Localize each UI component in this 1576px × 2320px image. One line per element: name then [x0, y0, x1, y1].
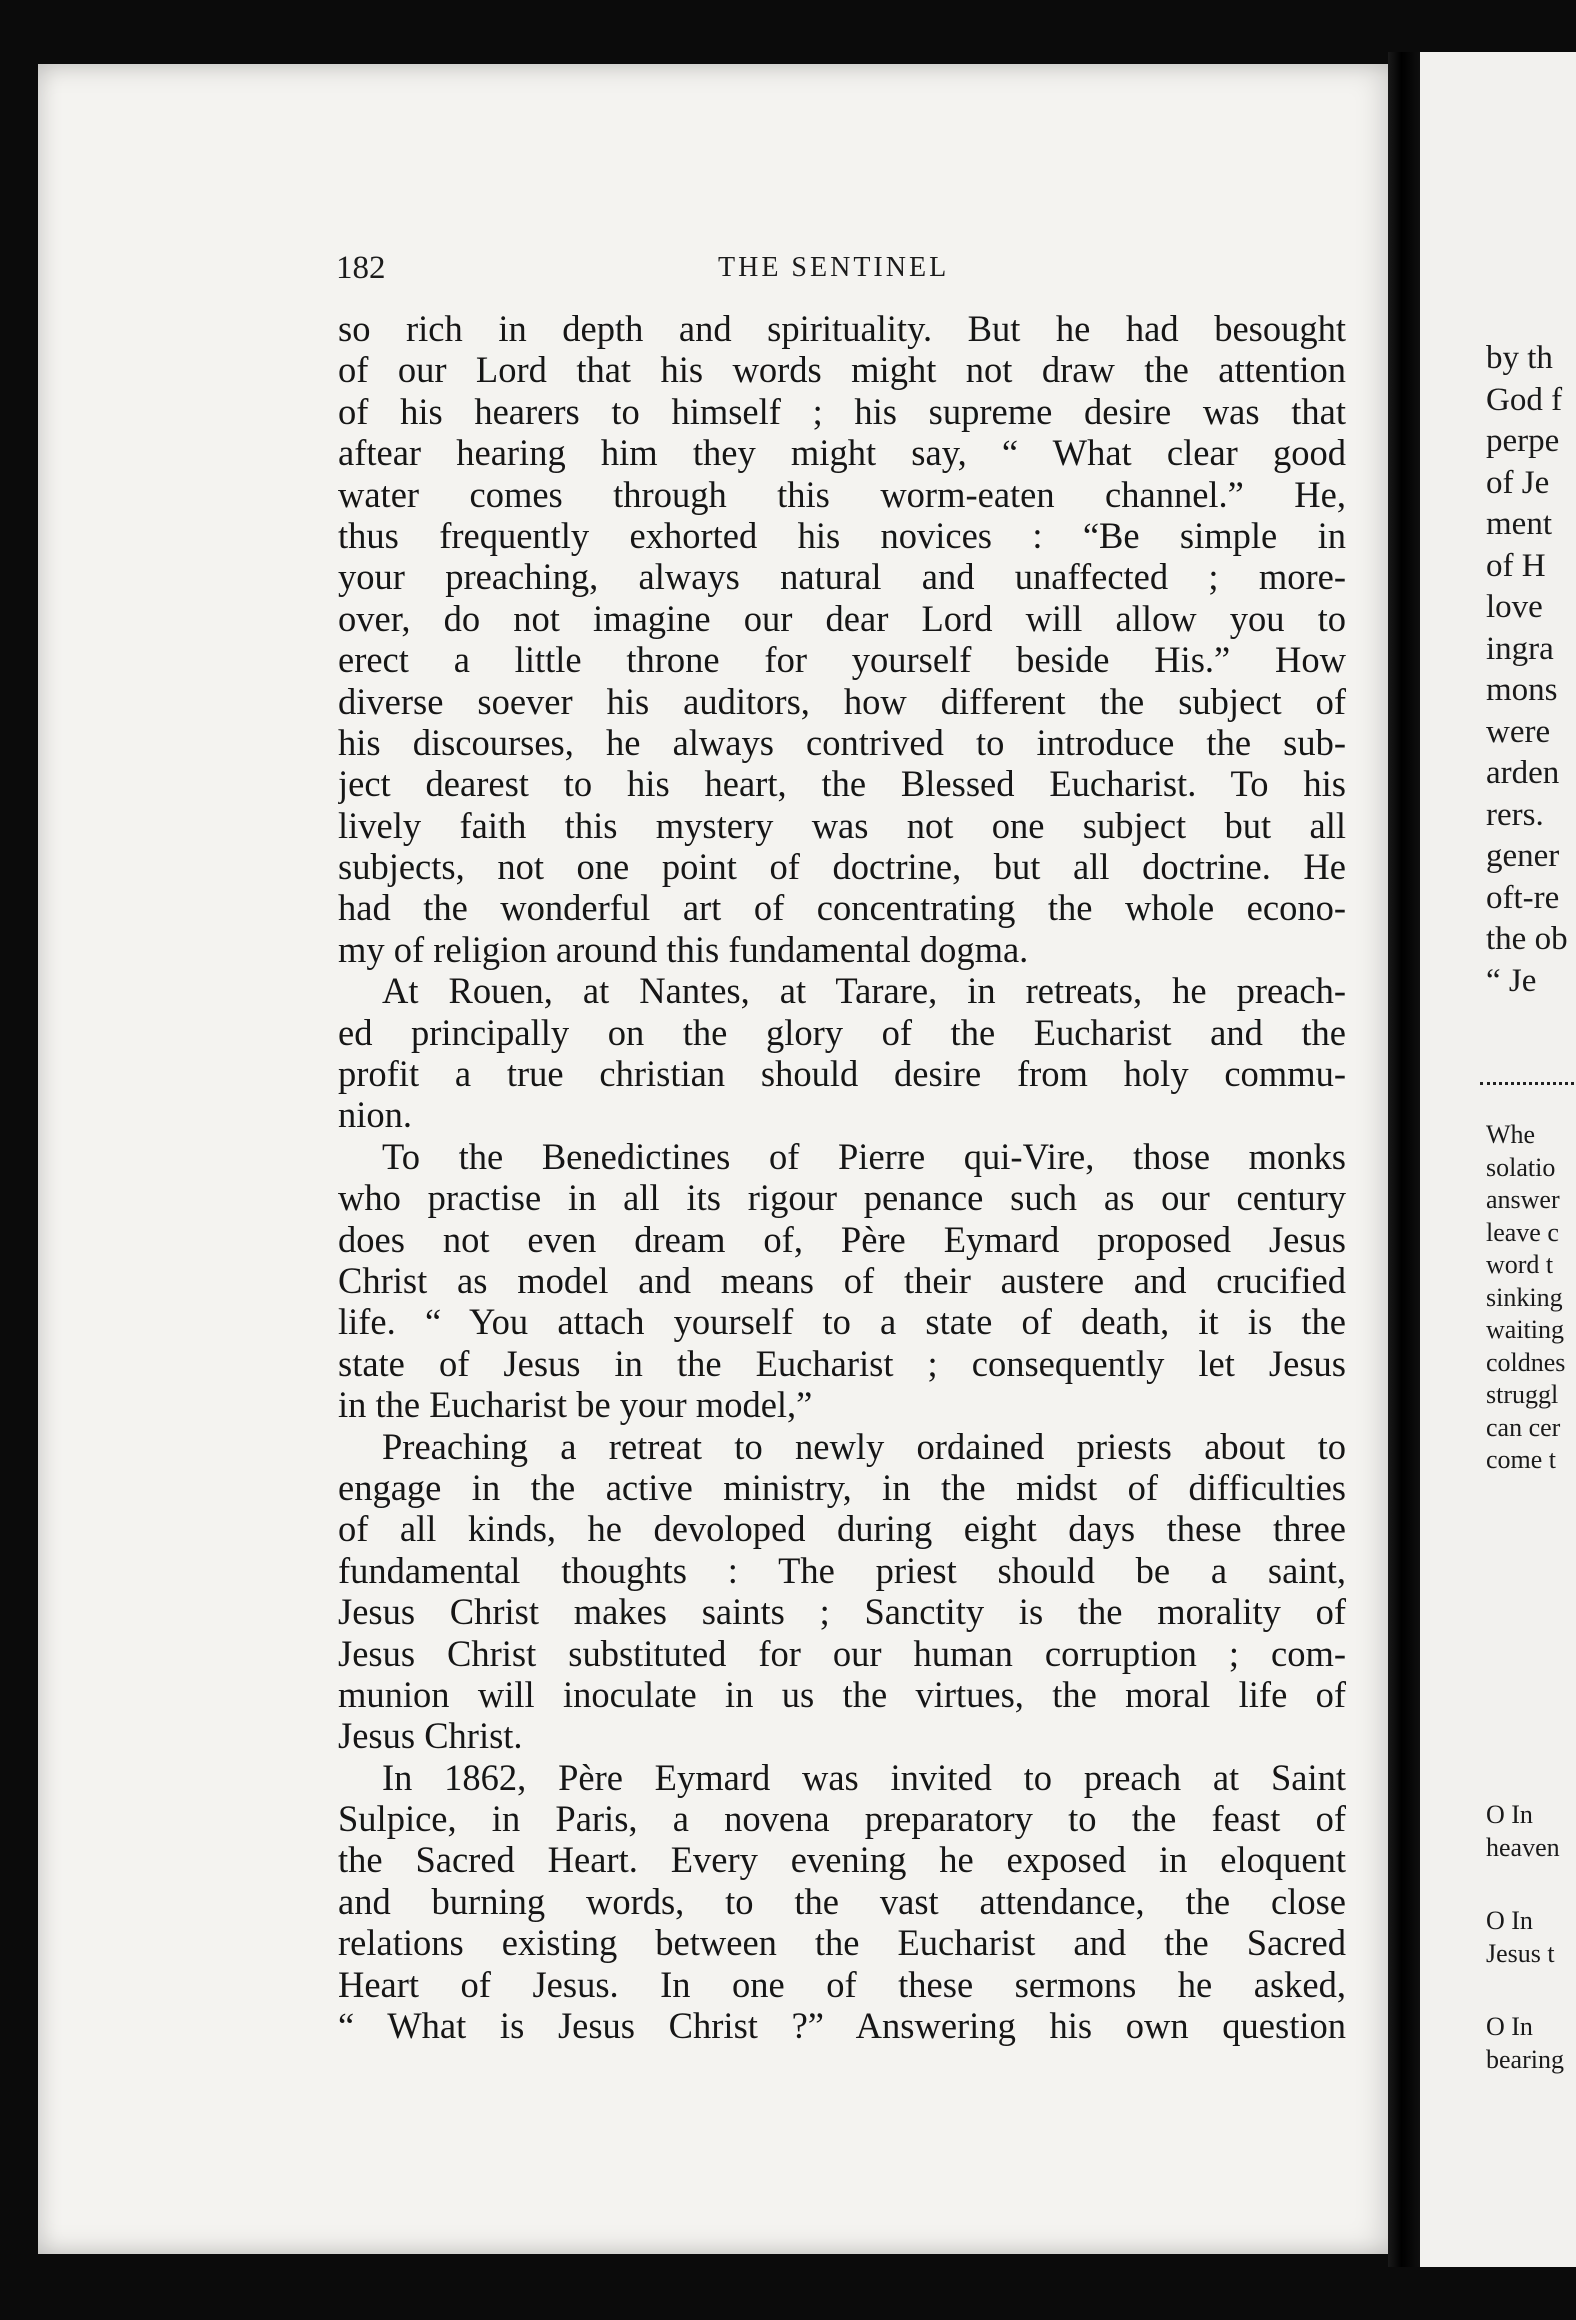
right-page-fragment: struggl [1486, 1380, 1559, 1409]
text-line: “ What is Jesus Christ ?” Answering his own question [338, 2005, 1346, 2047]
text-line: Jesus Christ substituted for our human corruption ; com- [338, 1632, 1346, 1674]
right-page-fragment: O In [1486, 2012, 1533, 2041]
text-line: In 1862, Père Eymard was invited to preach at Saint [382, 1756, 1346, 1798]
right-page-fragment: O In [1486, 1800, 1533, 1829]
right-page-fragment: were [1486, 713, 1551, 750]
right-page-fragment: of H [1486, 547, 1546, 584]
text-line: and burning words, to the vast attendance, the close [338, 1880, 1346, 1922]
text-line: lively faith this mystery was not one subject but all [338, 804, 1346, 846]
text-line: his discourses, he always contrived to introduce the sub- [338, 721, 1346, 763]
book-gutter [1388, 52, 1422, 2267]
right-page-fragment: love [1486, 589, 1543, 625]
right-page-fragment: O In [1486, 1906, 1533, 1935]
ornamental-rule [1480, 1082, 1576, 1097]
text-line: your preaching, always natural and unaffected ; more- [338, 556, 1346, 598]
right-page-fragment: perpe [1486, 423, 1560, 459]
text-line: nion. [338, 1094, 413, 1136]
text-line: Sulpice, in Paris, a novena preparatory to the feast of [338, 1798, 1346, 1840]
text-line: profit a true christian should desire from holy commu- [338, 1053, 1346, 1095]
text-line: Heart of Jesus. In one of these sermons he asked, [338, 1963, 1346, 2005]
page-number: 182 [336, 250, 386, 286]
right-page-fragment: sinking [1486, 1282, 1563, 1312]
text-line: who practise in all its rigour penance such as our century [338, 1177, 1346, 1219]
text-line: munion will inoculate in us the virtues, the moral life of [338, 1673, 1346, 1715]
right-page-fragment: bearing [1486, 2045, 1564, 2074]
body-text [338, 308, 1346, 2046]
running-head: THE SENTINEL [718, 252, 950, 283]
text-line: engage in the active ministry, in the midst of difficulties [338, 1466, 1346, 1508]
text-line: had the wonderful art of concentrating the whole econo- [338, 887, 1346, 929]
text-line: over, do not imagine our dear Lord will allow you to [338, 597, 1346, 639]
text-line: of all kinds, he devoloped during eight days these three [338, 1508, 1346, 1550]
text-line: Preaching a retreat to newly ordained priests about to [382, 1425, 1346, 1467]
right-page-fragment: come t [1486, 1445, 1557, 1474]
text-line: fundamental thoughts : The priest should be a saint, [338, 1549, 1346, 1591]
right-page-fragment: gener [1486, 838, 1560, 874]
right-page-fragment: mons [1486, 672, 1558, 708]
right-page-fragment: the ob [1486, 921, 1568, 957]
right-page-fragment: Jesus t [1486, 1939, 1555, 1968]
right-page-fragment: God f [1486, 381, 1563, 418]
text-line: does not even dream of, Père Eymard proposed Jesus [338, 1218, 1346, 1260]
right-page-fragment: of Je [1486, 464, 1550, 501]
text-line: of his hearers to himself ; his supreme desire was that [338, 390, 1346, 432]
text-line: subjects, not one point of doctrine, but all doctrine. He [338, 846, 1346, 888]
text-line: so rich in depth and spirituality. But he had besought [338, 308, 1346, 349]
right-page-fragment: coldnes [1486, 1347, 1566, 1377]
text-line: life. “ You attach yourself to a state of death, it is the [338, 1301, 1346, 1343]
right-page-fragment: heaven [1486, 1833, 1560, 1862]
right-page-fragment: leave c [1486, 1217, 1559, 1247]
right-page-fragment: solatio [1486, 1152, 1556, 1182]
right-page-fragment: rers. [1486, 796, 1544, 833]
text-line: my of religion around this fundamental dogma. [338, 928, 1029, 970]
text-line: in the Eucharist be your model,” [338, 1384, 813, 1426]
page-header [336, 250, 1350, 290]
text-line: relations existing between the Eucharist and the Sacred [338, 1922, 1346, 1964]
text-line: of our Lord that his words might not draw the attention [338, 349, 1346, 391]
text-line: Jesus Christ makes saints ; Sanctity is the morality of [338, 1591, 1346, 1633]
text-line: Jesus Christ. [338, 1715, 523, 1757]
right-page-fragment: can cer [1486, 1412, 1561, 1442]
right-page-fragment: by th [1486, 340, 1553, 376]
right-page-fragment: ingra [1486, 630, 1554, 667]
right-page-fragment: “ Je [1486, 962, 1537, 999]
text-line: To the Benedictines of Pierre qui-Vire, those monks [382, 1135, 1346, 1177]
text-line: erect a little throne for yourself beside His.” How [338, 639, 1346, 681]
text-line: thus frequently exhorted his novices : “Be simple in [338, 514, 1346, 556]
text-line: Christ as model and means of their austere and crucified [338, 1259, 1346, 1301]
right-page [1420, 52, 1576, 2267]
right-page-fragment: oft-re [1486, 879, 1560, 916]
text-line: diverse soever his auditors, how different the subject of [338, 680, 1346, 722]
text-line: aftear hearing him they might say, “ What clear good [338, 432, 1346, 474]
text-line: water comes through this worm-eaten channel.” He, [338, 473, 1346, 515]
text-line: ed principally on the glory of the Eucharist and the [338, 1011, 1346, 1053]
right-page-fragment: waiting [1486, 1315, 1564, 1344]
text-line: state of Jesus in the Eucharist ; consequently let Jesus [338, 1342, 1346, 1384]
text-line: the Sacred Heart. Every evening he exposed in eloquent [338, 1839, 1346, 1881]
text-line: At Rouen, at Nantes, at Tarare, in retreats, he preach- [382, 970, 1346, 1012]
right-page-fragment: arden [1486, 755, 1560, 791]
right-page-fragment: answer [1486, 1185, 1560, 1214]
text-line: ject dearest to his heart, the Blessed Eucharist. To his [338, 763, 1346, 805]
right-page-fragment: word t [1486, 1250, 1554, 1279]
right-page-fragment: ment [1486, 506, 1552, 542]
right-page-fragment: Whe [1486, 1120, 1536, 1149]
